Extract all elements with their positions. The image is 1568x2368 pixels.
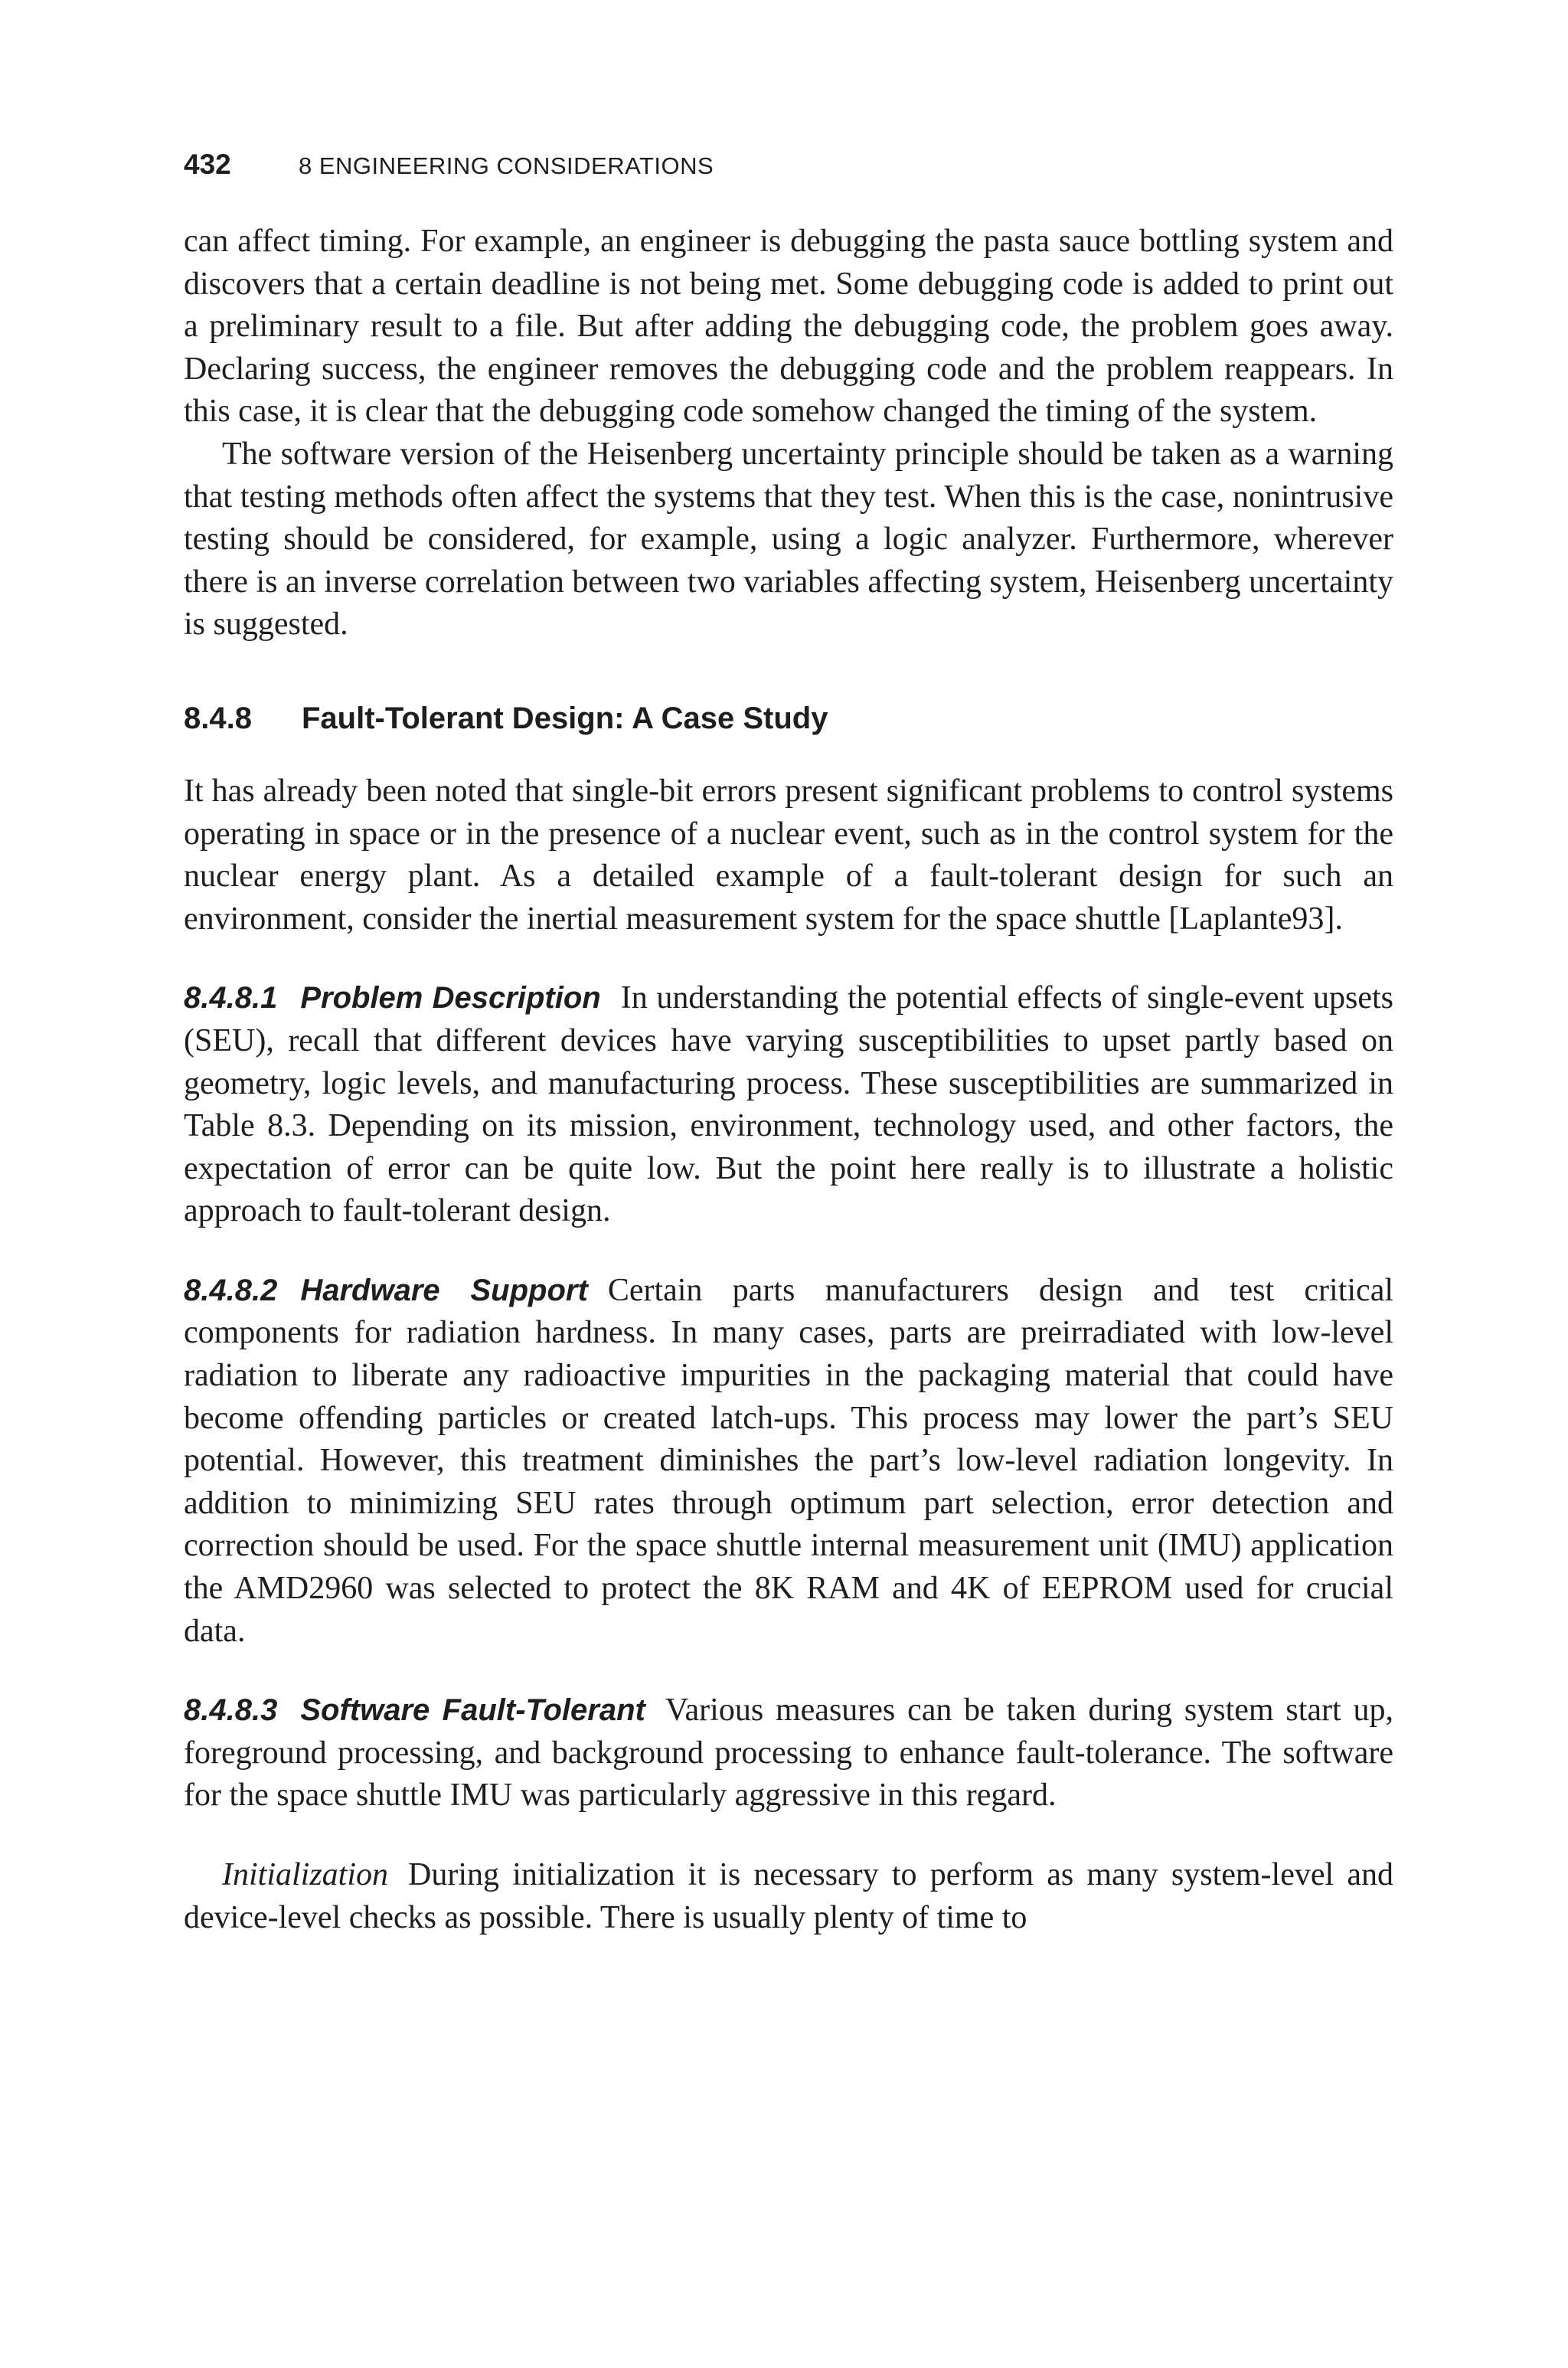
page-number: 432: [184, 149, 231, 180]
section-number: 8.4.8: [184, 701, 252, 735]
subsection-title: Problem Description: [300, 981, 601, 1016]
paragraph-timing: can affect timing. For example, an engineer is debugging the pasta sauce bottling system and discovers that a certain deadline is not being met. Some debugging code is added to print out a preliminary result to a file. But after adding the debugging code, the problem goes away. Declaring success, the engineer removes the debugging code and the problem reappears. In this case, it is clear that the debugging code somehow changed the timing of the system.: [184, 224, 1393, 430]
subsection-text: Certain parts manufacturers design and test critical components for radiation hardness. In many cases, parts are preirradiated with low-level radiation to liberate any radioactive impurities in the packaging material that could have become offending particles or created latch-ups. This process may lower the part’s SEU potential. However, this treatment diminishes the part’s low-level radiation longevity. In addition to minimizing SEU rates through optimum part selection, error detection and correction should be used. For the space shuttle internal measurement unit (IMU) application the AMD2960 was selected to protect the 8K RAM and 4K of EEPROM used for crucial data.: [184, 1272, 1394, 1649]
section-title: Fault-Tolerant Design: A Case Study: [302, 701, 828, 735]
subsection-number: 8.4.8.1: [184, 981, 278, 1016]
paragraph-heisenberg: The software version of the Heisenberg uncertainty principle should be taken as a warning that testing methods often affect the systems that they test. When this is the case, nonintrusive testing should be considered, for example, using a logic analyzer. Furthermore, wherever there is an inverse correlation between two variables affecting system, Heisenberg uncertainty is suggested.: [184, 436, 1393, 643]
subsection-number: 8.4.8.3: [184, 1693, 278, 1728]
subsection-text: Various measures can be taken during system start up, foreground processing, and background processing to enhance fault-tolerance. The software for the space shuttle IMU was particularly aggressive in this regard.: [184, 1693, 1393, 1814]
chapter-title: 8 ENGINEERING CONSIDERATIONS: [299, 152, 714, 179]
subsection-text: In understanding the potential effects of single-event upsets (SEU), recall that different devices have varying susceptibilities to upset partly based on geometry, logic levels, and manufacturing process. These susceptibilities are summarized in Table 8.3. Depending on its mission, environment, technology used, and other factors, the expectation of error can be quite low. But the point here really is to illustrate a holistic approach to fault-tolerant design.: [184, 980, 1394, 1229]
running-head: [184, 146, 1393, 184]
subsection-title: Hardware Support: [300, 1273, 588, 1307]
run-in-label: Initialization: [222, 1857, 389, 1892]
subsection-heading: [184, 981, 601, 1015]
subsection-heading: [184, 1274, 588, 1307]
section-heading-848: [184, 695, 1393, 741]
paragraph-initialization: [184, 1854, 1393, 1939]
subsection-8481: [184, 977, 1393, 1233]
subsection-8483: [184, 1689, 1393, 1817]
subsection-heading: [184, 1693, 645, 1727]
book-page: [184, 146, 1393, 1939]
subsection-8482: [184, 1270, 1393, 1653]
initialization-text: During initialization it is necessary to perform as many system-level and device-level checks as possible. There is usually plenty of time to: [184, 1857, 1393, 1935]
paragraph-fault-tolerant-intro: It has already been noted that single-bit errors present significant problems to control systems operating in space or in the presence of a nuclear event, such as in the control system for the nuclear energy plant. As a detailed example of a fault-tolerant design for such an environment, consider the inertial measurement system for the space shuttle [Laplante93].: [184, 773, 1393, 937]
subsection-number: 8.4.8.2: [184, 1273, 278, 1307]
subsection-title: Software Fault-Tolerant: [300, 1693, 645, 1728]
